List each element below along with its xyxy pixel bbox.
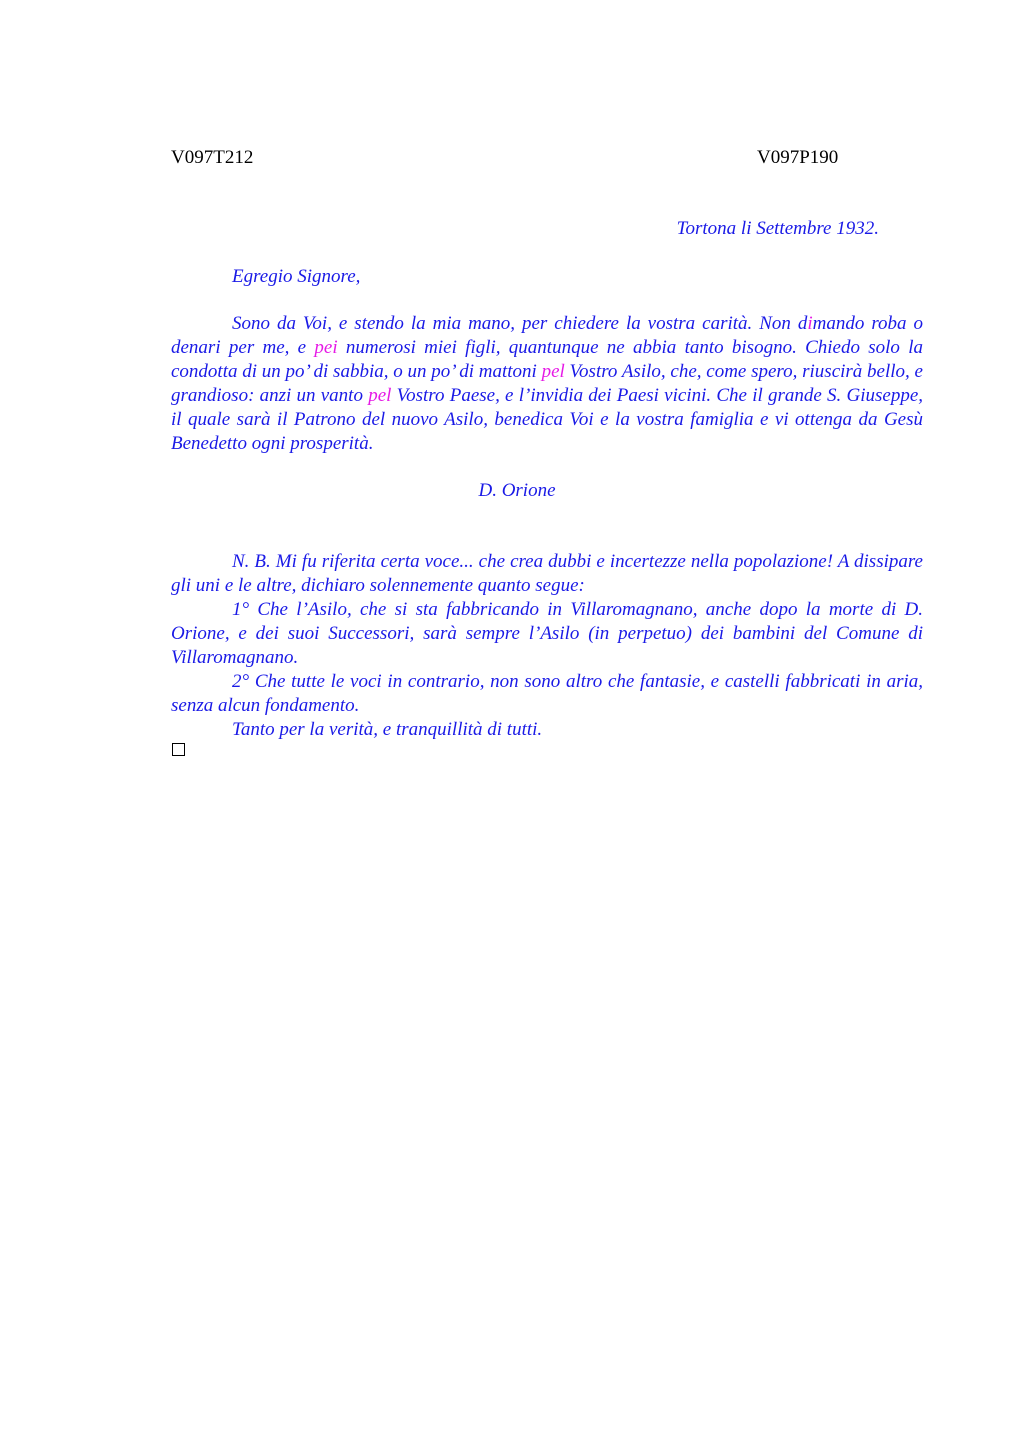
- postscript-intro: [171, 550, 923, 598]
- document-code-right: V097P190: [757, 147, 839, 168]
- letter-body-highlight: pel: [541, 361, 565, 382]
- empty-square-icon: [172, 743, 185, 756]
- letter-body-highlight: pei: [314, 337, 338, 358]
- letter-body-text: Vostro Paese, e l’invidia dei Paesi vicini. Che il grande S. Giuseppe, il quale sarà il Patrono del nuovo Asilo, benedica Voi e la vostra famiglia e vi ottenga da Gesù Benedetto ogni prosperità.: [171, 385, 924, 454]
- letter-body-text: numerosi miei figli, quantunque ne abbia tanto bisogno. Chiedo solo la condotta di un po’ di sabbia, o un po’ di mattoni: [171, 337, 923, 382]
- letter-body-text: Vostro Asilo, che, come spero, riuscirà bello, e grandioso: anzi un vanto: [171, 361, 923, 406]
- letter-body-highlight: i: [807, 313, 813, 334]
- letter-body: [171, 312, 923, 456]
- letter-greeting: Egregio Signore,: [232, 266, 361, 287]
- letter-date: Tortona li Settembre 1932.: [676, 218, 879, 239]
- postscript-block: [171, 550, 923, 742]
- postscript-closing: [171, 718, 923, 742]
- postscript-point-2-text: 2° Che tutte le voci in contrario, non sono altro che fantasie, e castelli fabbricati in aria, senza alcun fondamento.: [171, 671, 923, 716]
- letter-body-text: mando roba o denari per me, e: [171, 313, 923, 358]
- postscript-point-2: [171, 670, 923, 718]
- letter-body-highlight: pel: [368, 385, 392, 406]
- postscript-intro-text: N. B. Mi fu riferita certa voce... che crea dubbi e incertezze nella popolazione! A dissipare gli uni e le altre, dichiaro solennemente quanto segue:: [171, 551, 923, 596]
- letter-body-text: Sono da Voi, e stendo la mia mano, per chiedere la vostra carità. Non d: [232, 313, 808, 334]
- postscript-point-1-text: 1° Che l’Asilo, che si sta fabbricando in Villaromagnano, anche dopo la morte di D. Orione, e dei suoi Successori, sarà sempre l’Asilo (in perpetuo) dei bambini del Comune di Villaromagnano.: [171, 599, 923, 668]
- postscript-closing-text: Tanto per la verità, e tranquillità di tutti.: [232, 719, 543, 740]
- postscript-point-1: [171, 598, 923, 670]
- document-code-left: V097T212: [171, 147, 254, 168]
- letter-signature: D. Orione: [478, 480, 556, 501]
